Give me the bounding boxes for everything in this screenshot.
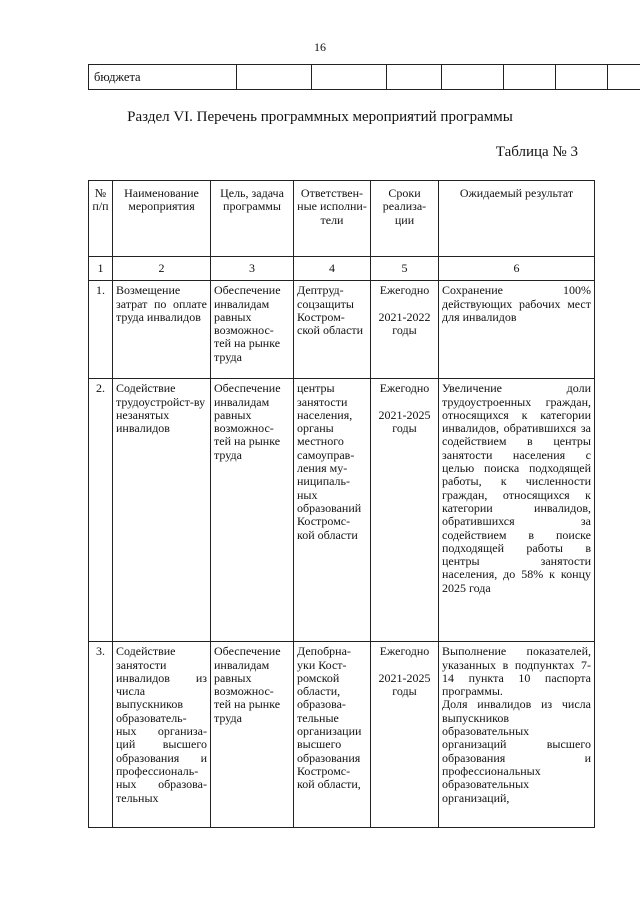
period-label: Ежегодно bbox=[379, 644, 430, 659]
activity-goal: Обеспечение инвалидам равных возможнос-тей на рынке труда bbox=[211, 281, 294, 379]
period-years: 2021-2025 годы bbox=[378, 407, 431, 436]
activity-goal: Обеспечение инвалидам равных возможнос-тей на рынке труда bbox=[211, 642, 294, 828]
header-num: № п/п bbox=[89, 181, 113, 257]
table-caption: Таблица № 3 bbox=[495, 144, 578, 160]
empty-cell bbox=[237, 65, 312, 90]
column-number: 6 bbox=[439, 257, 595, 281]
activity-goal: Обеспечение инвалидам равных возможнос-тей на рынке труда bbox=[211, 379, 294, 642]
activity-period bbox=[371, 379, 439, 642]
activity-responsible: Депобрна-уки Кост-ромской области, образова-тельные организации высшего образования Костромс-кой области, bbox=[294, 642, 371, 828]
activity-responsible: центры занятости населения, органы местного самоуправ-ления му-ниципаль-ных образований Костромс-кой области bbox=[294, 379, 371, 642]
empty-cell bbox=[608, 65, 640, 90]
empty-cell bbox=[387, 65, 442, 90]
table-header-row bbox=[89, 181, 595, 257]
column-number: 4 bbox=[294, 257, 371, 281]
activity-period bbox=[371, 281, 439, 379]
period-years: 2021-2025 годы bbox=[378, 670, 431, 699]
header-responsible: Ответствен-ные исполни-тели bbox=[294, 181, 371, 257]
table-row bbox=[89, 65, 640, 90]
activity-period bbox=[371, 642, 439, 828]
period-label: Ежегодно bbox=[379, 381, 430, 396]
activity-result: Выполнение показателей, указанных в подпунктах 7-14 пункта 10 паспорта программы. Доля инвалидов из числа выпускников образовательных организаций высшего образования и профессиональных образовательных организаций, bbox=[439, 642, 595, 828]
activity-name: Содействие занятости инвалидов из числа выпускников образователь-ных организа-ций высшего образования и профессиональ-ных образова-тельных bbox=[113, 642, 211, 828]
table-row bbox=[89, 642, 595, 828]
row-number: 1. bbox=[89, 281, 113, 379]
activity-name: Возмещение затрат по оплате труда инвалидов bbox=[113, 281, 211, 379]
page-number: 16 bbox=[314, 40, 326, 54]
header-result: Ожидаемый результат bbox=[439, 181, 595, 257]
column-number: 5 bbox=[371, 257, 439, 281]
header-period: Сроки реализа-ции bbox=[371, 181, 439, 257]
activity-responsible: Дептруд-соцзащиты Костром-ской области bbox=[294, 281, 371, 379]
activity-name: Содействие трудоустройст-ву незанятых инвалидов bbox=[113, 379, 211, 642]
column-number: 2 bbox=[113, 257, 211, 281]
empty-cell bbox=[504, 65, 556, 90]
table-row bbox=[89, 281, 595, 379]
section-title: Раздел VI. Перечень программных мероприятий программы bbox=[127, 109, 513, 125]
column-number-row bbox=[89, 257, 595, 281]
column-number: 3 bbox=[211, 257, 294, 281]
header-name: Наименование мероприятия bbox=[113, 181, 211, 257]
header-goal: Цель, задача программы bbox=[211, 181, 294, 257]
activity-result: Увеличение доли трудоустроенных граждан, относящихся к категории инвалидов, обратившихся за содействием в центры занятости населения с целью поиска подходящей работы, к численности граждан, относящихся к категории инвалидов, обратившихся за содействием в поиске подходящей работы в центры занятости населения, до 58% к концу 2025 года bbox=[439, 379, 595, 642]
empty-cell bbox=[442, 65, 504, 90]
activity-result: Сохранение 100% действующих рабочих мест для инвалидов bbox=[439, 281, 595, 379]
row-number: 2. bbox=[89, 379, 113, 642]
period-years: 2021-2022 годы bbox=[378, 309, 431, 338]
budget-table-fragment bbox=[88, 64, 640, 90]
table-row bbox=[89, 379, 595, 642]
row-number: 3. bbox=[89, 642, 113, 828]
activities-table bbox=[88, 180, 595, 828]
empty-cell bbox=[312, 65, 387, 90]
budget-cell: бюджета bbox=[89, 65, 237, 90]
period-label: Ежегодно bbox=[379, 283, 430, 298]
empty-cell bbox=[556, 65, 608, 90]
column-number: 1 bbox=[89, 257, 113, 281]
